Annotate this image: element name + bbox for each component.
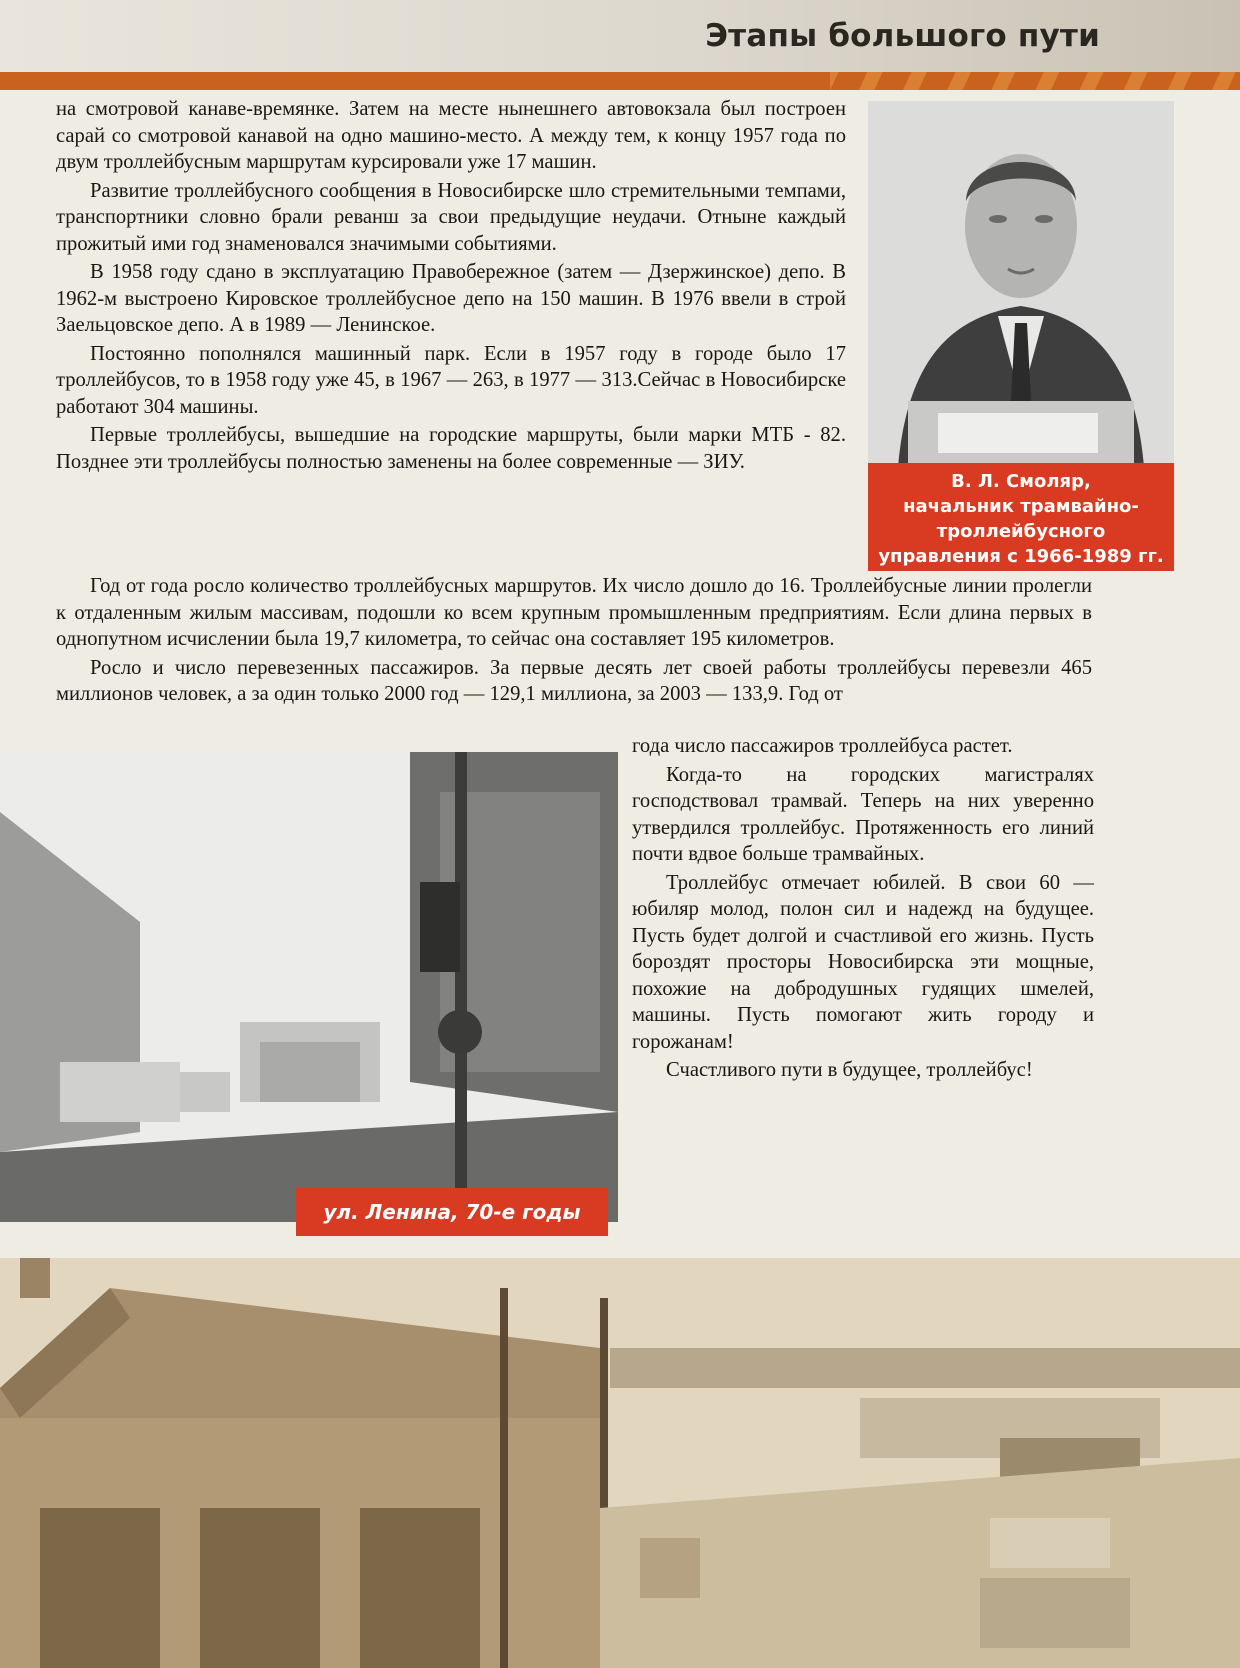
- paragraph: года число пассажиров троллейбуса растет.: [632, 735, 1013, 757]
- paragraph: Росло и число перевезенных пассажиров. За первые десять лет своей работы троллейбусы перевезли 465 миллионов человек, а за один только 2000 год — 129,1 миллиона, за 2003 — 133,9. Год от: [56, 656, 1092, 705]
- paragraph: Троллейбус отмечает юбилей. В свои 60 — юбиляр молод, полон сил и надежд на будущее. Пусть будет долгой и счастливой его жизнь. Пусть бороздят просторы Новосибирска эти мощные, похожие на добродушных гудящих шмелей, машины. Пусть помогают жить городу и горожанам!: [632, 871, 1094, 1053]
- paragraph: Счастливого пути в будущее, троллейбус!: [666, 1059, 1033, 1081]
- article-column-wide: [56, 573, 1092, 710]
- orange-stripe-divider: [0, 72, 1240, 90]
- article-column-right: [632, 733, 1094, 1086]
- paragraph: Год от года росло количество троллейбусных маршрутов. Их число дошло до 16. Троллейбусные линии пролегли к отдаленным жилым массивам, подошли ко всем крупным промышленным предприятиям. Если длина первых в однопутном исчислении была 19,7 километра, то сейчас она составляет 195 километров.: [56, 575, 1092, 650]
- street-caption: ул. Ленина, 70-е годы: [296, 1188, 608, 1236]
- depot-photo: [0, 1258, 1240, 1668]
- caption-line: В. Л. Смоляр,: [951, 471, 1091, 492]
- paragraph: В 1958 году сдано в эксплуатацию Правобережное (затем — Дзержинское) депо. В 1962-м выстроено Кировское троллейбусное депо на 150 машин. В 1976 ввели в строй Заельцовское депо. А в 1989 — Ленинское.: [56, 261, 846, 336]
- caption-line: троллейбусного: [936, 521, 1106, 542]
- paragraph: Когда-то на городских магистралях господствовал трамвай. Теперь на них уверенно утвердился троллейбус. Протяженность его линий почти вдвое больше трамвайных.: [632, 763, 1094, 865]
- paragraph: Постоянно пополнялся машинный парк. Если в 1957 году в городе было 17 троллейбусов, то в 1958 году уже 45, в 1967 — 263, в 1977 — 313.Сейчас в Новосибирске работают 304 машины.: [56, 342, 846, 418]
- portrait-caption: [868, 463, 1174, 571]
- portrait-photo: [868, 101, 1174, 467]
- street-photo: [0, 752, 618, 1222]
- caption-line: управления с 1966-1989 гг.: [878, 546, 1164, 567]
- paragraph: Развитие троллейбусного сообщения в Новосибирске шло стремительными темпами, транспортники словно брали реванш за свои предыдущие неудачи. Отныне каждый прожитый ими год знаменовался значимыми событиями.: [56, 179, 846, 255]
- paragraph: на смотровой канаве-времянке. Затем на месте нынешнего автовокзала был построен сарай со смотровой канавой на одно машино-место. А между тем, к концу 1957 года по двум троллейбусным маршрутам курсировали уже 17 машин.: [56, 98, 846, 173]
- section-title: Этапы большого пути: [705, 18, 1100, 54]
- paragraph: Первые троллейбусы, вышедшие на городские маршруты, были марки МТБ - 82. Позднее эти троллейбусы полностью заменены на более современные — ЗИУ.: [56, 424, 846, 473]
- caption-line: начальник трамвайно-: [903, 496, 1139, 517]
- article-column-top: [56, 96, 846, 477]
